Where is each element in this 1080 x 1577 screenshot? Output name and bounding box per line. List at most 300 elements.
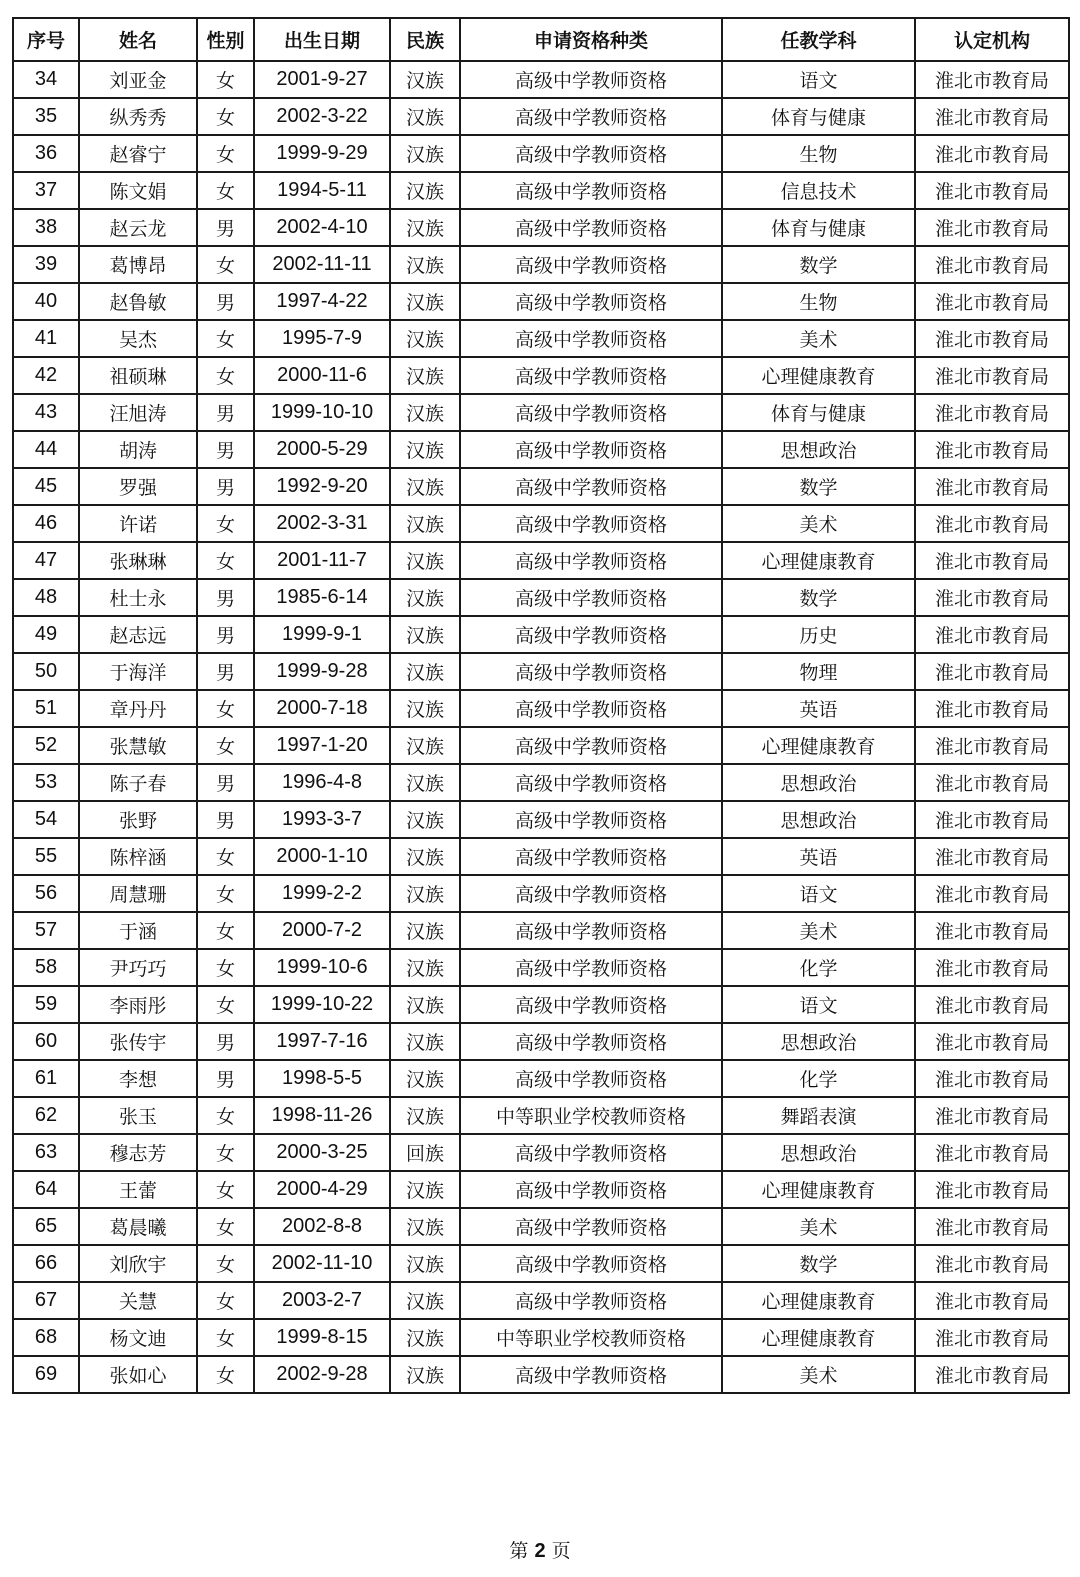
authority-cell: 淮北市教育局 [915, 505, 1069, 542]
serial-cell: 66 [13, 1245, 79, 1282]
name-cell: 葛博昂 [79, 246, 197, 283]
serial-cell: 67 [13, 1282, 79, 1319]
serial-cell: 35 [13, 98, 79, 135]
gender-cell: 女 [197, 986, 254, 1023]
qualification-type-cell: 高级中学教师资格 [460, 394, 722, 431]
gender-cell: 男 [197, 209, 254, 246]
authority-cell: 淮北市教育局 [915, 172, 1069, 209]
qualification-type-cell: 高级中学教师资格 [460, 357, 722, 394]
ethnicity-cell: 汉族 [390, 320, 460, 357]
gender-cell: 女 [197, 727, 254, 764]
serial-cell: 62 [13, 1097, 79, 1134]
gender-cell: 女 [197, 875, 254, 912]
subject-cell: 语文 [722, 61, 915, 98]
ethnicity-cell: 汉族 [390, 283, 460, 320]
birthdate-cell: 1997-4-22 [254, 283, 390, 320]
subject-cell: 思想政治 [722, 764, 915, 801]
qualification-type-cell: 高级中学教师资格 [460, 1282, 722, 1319]
birthdate-cell: 2000-3-25 [254, 1134, 390, 1171]
gender-cell: 女 [197, 1319, 254, 1356]
header-birthdate: 出生日期 [254, 18, 390, 61]
table-row [13, 986, 1069, 1023]
serial-cell: 34 [13, 61, 79, 98]
table-row [13, 1134, 1069, 1171]
table-row [13, 320, 1069, 357]
table-row [13, 690, 1069, 727]
table-row [13, 505, 1069, 542]
page-footer-suffix: 页 [551, 1540, 571, 1562]
serial-cell: 68 [13, 1319, 79, 1356]
qualification-type-cell: 高级中学教师资格 [460, 542, 722, 579]
ethnicity-cell: 汉族 [390, 394, 460, 431]
serial-cell: 57 [13, 912, 79, 949]
birthdate-cell: 1999-9-28 [254, 653, 390, 690]
qualification-type-cell: 高级中学教师资格 [460, 1245, 722, 1282]
serial-cell: 47 [13, 542, 79, 579]
table-row [13, 801, 1069, 838]
table-row [13, 172, 1069, 209]
gender-cell: 男 [197, 431, 254, 468]
table-row [13, 431, 1069, 468]
birthdate-cell: 1997-1-20 [254, 727, 390, 764]
ethnicity-cell: 汉族 [390, 875, 460, 912]
birthdate-cell: 1999-9-1 [254, 616, 390, 653]
name-cell: 刘亚金 [79, 61, 197, 98]
header-ethnicity: 民族 [390, 18, 460, 61]
serial-cell: 55 [13, 838, 79, 875]
birthdate-cell: 2002-9-28 [254, 1356, 390, 1393]
qualification-type-cell: 高级中学教师资格 [460, 1023, 722, 1060]
header-authority: 认定机构 [915, 18, 1069, 61]
table-row [13, 61, 1069, 98]
ethnicity-cell: 汉族 [390, 1356, 460, 1393]
gender-cell: 女 [197, 1171, 254, 1208]
subject-cell: 生物 [722, 283, 915, 320]
ethnicity-cell: 汉族 [390, 468, 460, 505]
gender-cell: 女 [197, 357, 254, 394]
table-row [13, 1245, 1069, 1282]
birthdate-cell: 2000-7-18 [254, 690, 390, 727]
subject-cell: 物理 [722, 653, 915, 690]
gender-cell: 男 [197, 764, 254, 801]
ethnicity-cell: 汉族 [390, 653, 460, 690]
name-cell: 陈梓涵 [79, 838, 197, 875]
serial-cell: 41 [13, 320, 79, 357]
authority-cell: 淮北市教育局 [915, 764, 1069, 801]
table-row [13, 616, 1069, 653]
qualification-type-cell: 中等职业学校教师资格 [460, 1097, 722, 1134]
serial-cell: 53 [13, 764, 79, 801]
gender-cell: 女 [197, 1097, 254, 1134]
ethnicity-cell: 汉族 [390, 579, 460, 616]
authority-cell: 淮北市教育局 [915, 579, 1069, 616]
table-row [13, 283, 1069, 320]
name-cell: 尹巧巧 [79, 949, 197, 986]
serial-cell: 42 [13, 357, 79, 394]
gender-cell: 女 [197, 61, 254, 98]
table-row [13, 1097, 1069, 1134]
subject-cell: 化学 [722, 1060, 915, 1097]
authority-cell: 淮北市教育局 [915, 1319, 1069, 1356]
gender-cell: 男 [197, 468, 254, 505]
birthdate-cell: 1997-7-16 [254, 1023, 390, 1060]
birthdate-cell: 1998-11-26 [254, 1097, 390, 1134]
authority-cell: 淮北市教育局 [915, 135, 1069, 172]
table-row [13, 1060, 1069, 1097]
name-cell: 张如心 [79, 1356, 197, 1393]
gender-cell: 女 [197, 912, 254, 949]
authority-cell: 淮北市教育局 [915, 357, 1069, 394]
name-cell: 穆志芳 [79, 1134, 197, 1171]
table-row [13, 764, 1069, 801]
subject-cell: 心理健康教育 [722, 357, 915, 394]
ethnicity-cell: 汉族 [390, 357, 460, 394]
qualification-type-cell: 高级中学教师资格 [460, 1171, 722, 1208]
name-cell: 于涵 [79, 912, 197, 949]
name-cell: 纵秀秀 [79, 98, 197, 135]
subject-cell: 数学 [722, 1245, 915, 1282]
name-cell: 汪旭涛 [79, 394, 197, 431]
gender-cell: 女 [197, 246, 254, 283]
birthdate-cell: 1985-6-14 [254, 579, 390, 616]
ethnicity-cell: 汉族 [390, 986, 460, 1023]
table-row [13, 135, 1069, 172]
ethnicity-cell: 汉族 [390, 1023, 460, 1060]
gender-cell: 女 [197, 949, 254, 986]
subject-cell: 信息技术 [722, 172, 915, 209]
ethnicity-cell: 回族 [390, 1134, 460, 1171]
authority-cell: 淮北市教育局 [915, 320, 1069, 357]
qualification-type-cell: 高级中学教师资格 [460, 320, 722, 357]
gender-cell: 女 [197, 1282, 254, 1319]
authority-cell: 淮北市教育局 [915, 838, 1069, 875]
header-qualification-type: 申请资格种类 [460, 18, 722, 61]
authority-cell: 淮北市教育局 [915, 431, 1069, 468]
birthdate-cell: 1994-5-11 [254, 172, 390, 209]
name-cell: 胡涛 [79, 431, 197, 468]
gender-cell: 男 [197, 283, 254, 320]
ethnicity-cell: 汉族 [390, 801, 460, 838]
qualification-type-cell: 高级中学教师资格 [460, 764, 722, 801]
subject-cell: 语文 [722, 986, 915, 1023]
name-cell: 周慧珊 [79, 875, 197, 912]
authority-cell: 淮北市教育局 [915, 468, 1069, 505]
table-row [13, 1023, 1069, 1060]
serial-cell: 58 [13, 949, 79, 986]
name-cell: 李雨彤 [79, 986, 197, 1023]
name-cell: 张玉 [79, 1097, 197, 1134]
table-row [13, 98, 1069, 135]
gender-cell: 男 [197, 579, 254, 616]
qualification-type-cell: 高级中学教师资格 [460, 801, 722, 838]
ethnicity-cell: 汉族 [390, 912, 460, 949]
serial-cell: 61 [13, 1060, 79, 1097]
birthdate-cell: 2002-11-10 [254, 1245, 390, 1282]
serial-cell: 39 [13, 246, 79, 283]
ethnicity-cell: 汉族 [390, 431, 460, 468]
serial-cell: 60 [13, 1023, 79, 1060]
ethnicity-cell: 汉族 [390, 135, 460, 172]
authority-cell: 淮北市教育局 [915, 1060, 1069, 1097]
ethnicity-cell: 汉族 [390, 1282, 460, 1319]
ethnicity-cell: 汉族 [390, 98, 460, 135]
name-cell: 罗强 [79, 468, 197, 505]
qualification-type-cell: 高级中学教师资格 [460, 949, 722, 986]
qualification-type-cell: 高级中学教师资格 [460, 1356, 722, 1393]
authority-cell: 淮北市教育局 [915, 283, 1069, 320]
ethnicity-cell: 汉族 [390, 1208, 460, 1245]
qualification-type-cell: 高级中学教师资格 [460, 1208, 722, 1245]
subject-cell: 体育与健康 [722, 394, 915, 431]
table-row [13, 209, 1069, 246]
gender-cell: 男 [197, 394, 254, 431]
authority-cell: 淮北市教育局 [915, 394, 1069, 431]
subject-cell: 体育与健康 [722, 209, 915, 246]
table-row [13, 468, 1069, 505]
serial-cell: 69 [13, 1356, 79, 1393]
authority-cell: 淮北市教育局 [915, 912, 1069, 949]
subject-cell: 历史 [722, 616, 915, 653]
qualification-type-cell: 高级中学教师资格 [460, 986, 722, 1023]
subject-cell: 数学 [722, 468, 915, 505]
teacher-qualification-table [12, 17, 1070, 1394]
ethnicity-cell: 汉族 [390, 209, 460, 246]
authority-cell: 淮北市教育局 [915, 1097, 1069, 1134]
ethnicity-cell: 汉族 [390, 1060, 460, 1097]
serial-cell: 46 [13, 505, 79, 542]
birthdate-cell: 2002-8-8 [254, 1208, 390, 1245]
name-cell: 陈子春 [79, 764, 197, 801]
serial-cell: 59 [13, 986, 79, 1023]
authority-cell: 淮北市教育局 [915, 1245, 1069, 1282]
qualification-type-cell: 高级中学教师资格 [460, 912, 722, 949]
name-cell: 刘欣宇 [79, 1245, 197, 1282]
table-row [13, 357, 1069, 394]
serial-cell: 40 [13, 283, 79, 320]
subject-cell: 心理健康教育 [722, 727, 915, 764]
table-row [13, 1282, 1069, 1319]
name-cell: 杨文迪 [79, 1319, 197, 1356]
authority-cell: 淮北市教育局 [915, 1171, 1069, 1208]
gender-cell: 女 [197, 1356, 254, 1393]
qualification-type-cell: 高级中学教师资格 [460, 209, 722, 246]
ethnicity-cell: 汉族 [390, 1245, 460, 1282]
ethnicity-cell: 汉族 [390, 949, 460, 986]
authority-cell: 淮北市教育局 [915, 616, 1069, 653]
serial-cell: 54 [13, 801, 79, 838]
gender-cell: 男 [197, 653, 254, 690]
ethnicity-cell: 汉族 [390, 727, 460, 764]
ethnicity-cell: 汉族 [390, 542, 460, 579]
name-cell: 赵志远 [79, 616, 197, 653]
name-cell: 祖硕琳 [79, 357, 197, 394]
gender-cell: 女 [197, 838, 254, 875]
birthdate-cell: 2000-7-2 [254, 912, 390, 949]
authority-cell: 淮北市教育局 [915, 875, 1069, 912]
birthdate-cell: 1999-10-22 [254, 986, 390, 1023]
gender-cell: 男 [197, 616, 254, 653]
name-cell: 张传宇 [79, 1023, 197, 1060]
name-cell: 葛晨曦 [79, 1208, 197, 1245]
serial-cell: 63 [13, 1134, 79, 1171]
name-cell: 赵睿宁 [79, 135, 197, 172]
serial-cell: 52 [13, 727, 79, 764]
qualification-type-cell: 高级中学教师资格 [460, 468, 722, 505]
authority-cell: 淮北市教育局 [915, 1023, 1069, 1060]
qualification-type-cell: 高级中学教师资格 [460, 172, 722, 209]
name-cell: 赵鲁敏 [79, 283, 197, 320]
ethnicity-cell: 汉族 [390, 246, 460, 283]
table-body [13, 61, 1069, 1393]
authority-cell: 淮北市教育局 [915, 949, 1069, 986]
authority-cell: 淮北市教育局 [915, 1282, 1069, 1319]
gender-cell: 女 [197, 320, 254, 357]
gender-cell: 男 [197, 801, 254, 838]
serial-cell: 56 [13, 875, 79, 912]
subject-cell: 化学 [722, 949, 915, 986]
subject-cell: 美术 [722, 1208, 915, 1245]
serial-cell: 49 [13, 616, 79, 653]
name-cell: 张慧敏 [79, 727, 197, 764]
table-header-row [13, 18, 1069, 61]
serial-cell: 48 [13, 579, 79, 616]
qualification-type-cell: 高级中学教师资格 [460, 431, 722, 468]
birthdate-cell: 2002-3-22 [254, 98, 390, 135]
authority-cell: 淮北市教育局 [915, 1134, 1069, 1171]
name-cell: 张野 [79, 801, 197, 838]
serial-cell: 36 [13, 135, 79, 172]
authority-cell: 淮北市教育局 [915, 653, 1069, 690]
ethnicity-cell: 汉族 [390, 838, 460, 875]
header-name: 姓名 [79, 18, 197, 61]
page-footer-prefix: 第 [509, 1540, 529, 1562]
qualification-type-cell: 高级中学教师资格 [460, 246, 722, 283]
authority-cell: 淮北市教育局 [915, 727, 1069, 764]
subject-cell: 美术 [722, 320, 915, 357]
birthdate-cell: 1992-9-20 [254, 468, 390, 505]
table-row [13, 1319, 1069, 1356]
table-row [13, 1356, 1069, 1393]
birthdate-cell: 2002-11-11 [254, 246, 390, 283]
subject-cell: 心理健康教育 [722, 1171, 915, 1208]
gender-cell: 女 [197, 690, 254, 727]
name-cell: 吴杰 [79, 320, 197, 357]
subject-cell: 数学 [722, 579, 915, 616]
name-cell: 许诺 [79, 505, 197, 542]
serial-cell: 45 [13, 468, 79, 505]
subject-cell: 心理健康教育 [722, 1282, 915, 1319]
name-cell: 关慧 [79, 1282, 197, 1319]
qualification-type-cell: 高级中学教师资格 [460, 875, 722, 912]
name-cell: 章丹丹 [79, 690, 197, 727]
subject-cell: 思想政治 [722, 431, 915, 468]
table-row [13, 542, 1069, 579]
authority-cell: 淮北市教育局 [915, 1356, 1069, 1393]
subject-cell: 数学 [722, 246, 915, 283]
birthdate-cell: 1993-3-7 [254, 801, 390, 838]
authority-cell: 淮北市教育局 [915, 209, 1069, 246]
birthdate-cell: 2001-9-27 [254, 61, 390, 98]
birthdate-cell: 2002-4-10 [254, 209, 390, 246]
ethnicity-cell: 汉族 [390, 505, 460, 542]
subject-cell: 舞蹈表演 [722, 1097, 915, 1134]
gender-cell: 女 [197, 135, 254, 172]
ethnicity-cell: 汉族 [390, 1319, 460, 1356]
table-row [13, 912, 1069, 949]
ethnicity-cell: 汉族 [390, 616, 460, 653]
gender-cell: 女 [197, 1208, 254, 1245]
subject-cell: 美术 [722, 912, 915, 949]
name-cell: 于海洋 [79, 653, 197, 690]
birthdate-cell: 2000-4-29 [254, 1171, 390, 1208]
qualification-type-cell: 高级中学教师资格 [460, 283, 722, 320]
table-row [13, 1171, 1069, 1208]
name-cell: 杜士永 [79, 579, 197, 616]
qualification-type-cell: 高级中学教师资格 [460, 61, 722, 98]
authority-cell: 淮北市教育局 [915, 801, 1069, 838]
birthdate-cell: 2003-2-7 [254, 1282, 390, 1319]
serial-cell: 64 [13, 1171, 79, 1208]
header-serial: 序号 [13, 18, 79, 61]
birthdate-cell: 1999-10-6 [254, 949, 390, 986]
subject-cell: 思想政治 [722, 1134, 915, 1171]
serial-cell: 38 [13, 209, 79, 246]
name-cell: 李想 [79, 1060, 197, 1097]
subject-cell: 美术 [722, 505, 915, 542]
serial-cell: 51 [13, 690, 79, 727]
table-row [13, 949, 1069, 986]
authority-cell: 淮北市教育局 [915, 98, 1069, 135]
birthdate-cell: 1998-5-5 [254, 1060, 390, 1097]
qualification-type-cell: 高级中学教师资格 [460, 838, 722, 875]
authority-cell: 淮北市教育局 [915, 690, 1069, 727]
table-row [13, 875, 1069, 912]
authority-cell: 淮北市教育局 [915, 1208, 1069, 1245]
serial-cell: 43 [13, 394, 79, 431]
subject-cell: 思想政治 [722, 1023, 915, 1060]
gender-cell: 男 [197, 1023, 254, 1060]
qualification-type-cell: 高级中学教师资格 [460, 1060, 722, 1097]
birthdate-cell: 1999-10-10 [254, 394, 390, 431]
header-gender: 性别 [197, 18, 254, 61]
table-row [13, 246, 1069, 283]
serial-cell: 50 [13, 653, 79, 690]
authority-cell: 淮北市教育局 [915, 246, 1069, 283]
qualification-type-cell: 高级中学教师资格 [460, 690, 722, 727]
qualification-type-cell: 高级中学教师资格 [460, 579, 722, 616]
subject-cell: 思想政治 [722, 801, 915, 838]
authority-cell: 淮北市教育局 [915, 986, 1069, 1023]
gender-cell: 男 [197, 1060, 254, 1097]
subject-cell: 语文 [722, 875, 915, 912]
gender-cell: 女 [197, 505, 254, 542]
name-cell: 陈文娟 [79, 172, 197, 209]
gender-cell: 女 [197, 98, 254, 135]
header-subject: 任教学科 [722, 18, 915, 61]
birthdate-cell: 1996-4-8 [254, 764, 390, 801]
birthdate-cell: 2000-5-29 [254, 431, 390, 468]
subject-cell: 美术 [722, 1356, 915, 1393]
table-row [13, 579, 1069, 616]
qualification-type-cell: 中等职业学校教师资格 [460, 1319, 722, 1356]
serial-cell: 44 [13, 431, 79, 468]
gender-cell: 女 [197, 172, 254, 209]
authority-cell: 淮北市教育局 [915, 542, 1069, 579]
subject-cell: 英语 [722, 690, 915, 727]
qualification-type-cell: 高级中学教师资格 [460, 505, 722, 542]
birthdate-cell: 1999-8-15 [254, 1319, 390, 1356]
qualification-type-cell: 高级中学教师资格 [460, 135, 722, 172]
